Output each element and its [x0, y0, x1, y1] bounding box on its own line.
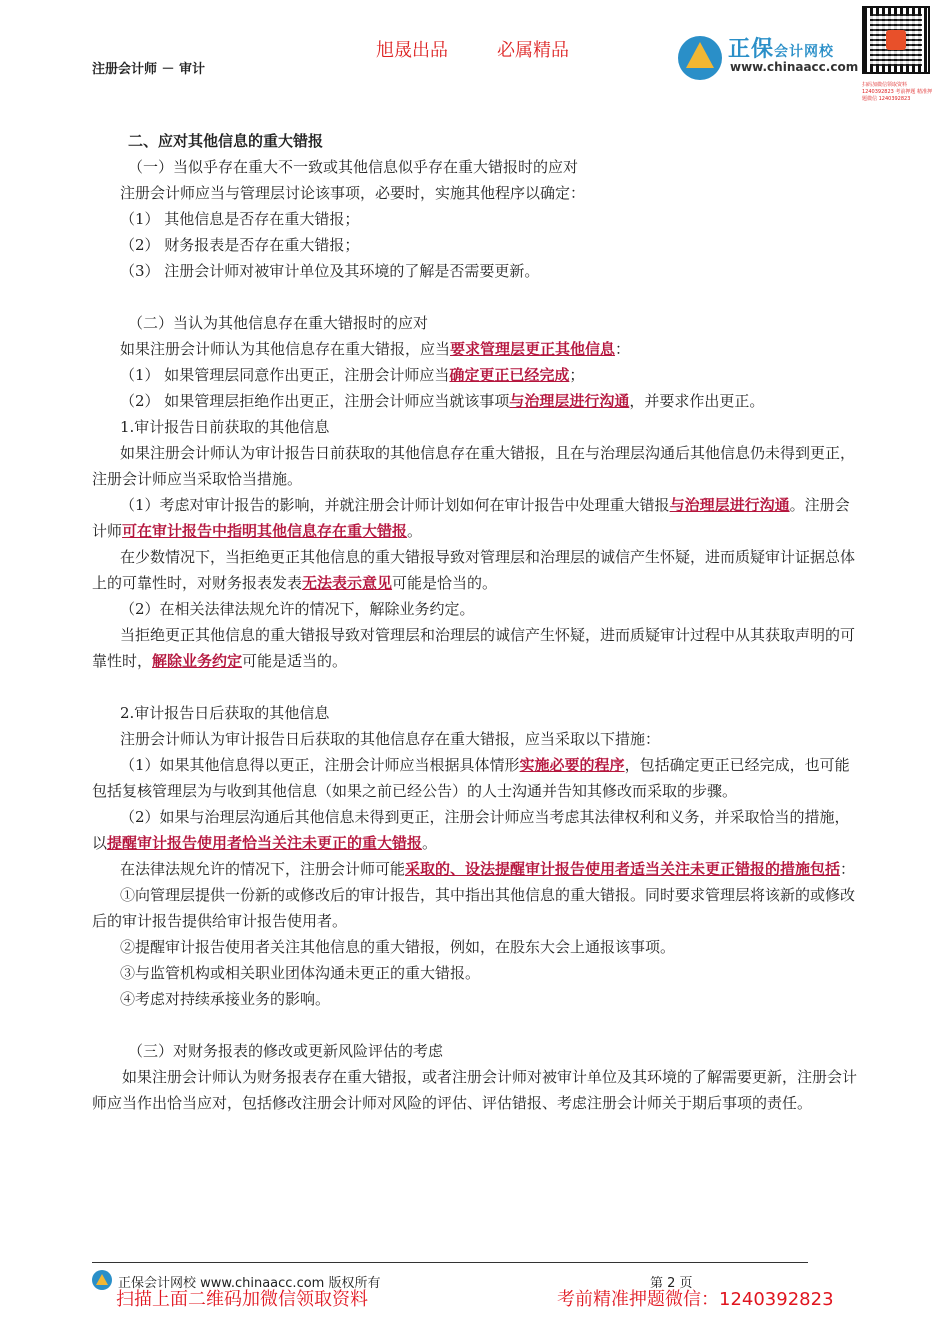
list-item: ④考虑对持续承接业务的影响。: [120, 990, 331, 1008]
slogan-1: 旭晟出品: [376, 40, 448, 61]
page-number: 第 2 页: [650, 1276, 693, 1291]
slogan-2: 必属精品: [497, 40, 569, 61]
subsection-1-title: （一）当似乎存在重大不一致或其他信息似乎存在重大错报时的应对: [128, 158, 579, 176]
paragraph: 注册会计师认为审计报告日后获取的其他信息存在重大错报，应当采取以下措施：: [120, 730, 661, 748]
footer-logo-icon: [92, 1270, 112, 1290]
point-2-title: 2.审计报告日后获取的其他信息: [120, 704, 330, 722]
paragraph: 在少数情况下，当拒绝更正其他信息的重大错报导致对管理层和治理层的诚信产生怀疑，进而质疑审计证据总体上的可靠性时，对财务报表发表无法表示意见可能是恰当的。: [92, 548, 856, 592]
paragraph: 如果注册会计师认为财务报表存在重大错报，或者注册会计师对被审计单位及其环境的了解需要更新，注册会计师应当作出恰当应对，包括修改注册会计师对风险的评估、评估错报、考虑注册会计师关于期后事项的责任。: [92, 1068, 858, 1112]
list-item: ①向管理层提供一份新的或修改后的审计报告，其中指出其他信息的重大错报。同时要求管理层将该新的或修改后的审计报告提供给审计报告使用者。: [92, 886, 856, 930]
highlight: 解除业务约定: [152, 652, 243, 670]
highlight: 无法表示意见: [302, 574, 393, 592]
subsection-3-title: （三）对财务报表的修改或更新风险评估的考虑: [128, 1042, 444, 1060]
subsection-2-title: （二）当认为其他信息存在重大错报时的应对: [128, 314, 429, 332]
logo-triangle-icon: [686, 42, 714, 68]
qr-code-icon: [862, 6, 930, 74]
paragraph: （2）在相关法律法规允许的情况下，解除业务约定。: [120, 600, 475, 618]
brand-logo: [678, 32, 860, 78]
qr-note: 扫码加微信领取资料 1240392823 考前押题 精准押题微信 1240392823: [862, 82, 932, 102]
footer-divider: [92, 1262, 808, 1263]
logo-name: 正保会计网校: [728, 37, 835, 62]
highlight: 采取的、设法提醒审计报告使用者适当关注未更正错报的措施包括: [405, 860, 841, 878]
paragraph: （2）如果与治理层沟通后其他信息未得到更正，注册会计师应当考虑其法律权利和义务，并采取恰当的措施，以提醒审计报告使用者恰当关注未更正的重大错报。: [92, 808, 850, 852]
highlight: 提醒审计报告使用者恰当关注未更正的重大错报: [107, 834, 423, 852]
section-title: 二、应对其他信息的重大错报: [128, 132, 324, 150]
logo-url: www.chinaacc.com: [730, 60, 859, 74]
paragraph: 在法律法规允许的情况下，注册会计师可能采取的、设法提醒审计报告使用者适当关注未更正错报的措施包括：: [120, 860, 856, 878]
list-item: （1） 其他信息是否存在重大错报；: [120, 210, 360, 228]
list-item: ③与监管机构或相关职业团体沟通未更正的重大错报。: [120, 964, 481, 982]
paragraph: 当拒绝更正其他信息的重大错报导致对管理层和治理层的诚信产生怀疑，进而质疑审计过程中从其获取声明的可靠性时，解除业务约定可能是适当的。: [92, 626, 856, 670]
promo-left: 扫描上面二维码加微信领取资料: [116, 1289, 368, 1310]
list-item: （2） 财务报表是否存在重大错报；: [120, 236, 360, 254]
list-item: （3） 注册会计师对被审计单位及其环境的了解是否需要更新。: [120, 262, 540, 280]
list-item: （1） 如果管理层同意作出更正，注册会计师应当确定更正已经完成；: [120, 366, 585, 384]
highlight: 与治理层进行沟通: [669, 496, 790, 514]
highlight: 确定更正已经完成: [449, 366, 570, 384]
highlight: 要求管理层更正其他信息: [450, 340, 616, 358]
paragraph: 注册会计师应当与管理层讨论该事项，必要时，实施其他程序以确定：: [120, 184, 586, 202]
header-subject: 注册会计师 － 审计: [92, 62, 206, 77]
footer-copyright: 正保会计网校 www.chinaacc.com 版权所有: [118, 1276, 381, 1291]
promo-right: 考前精准押题微信：1240392823: [557, 1289, 834, 1310]
highlight: 实施必要的程序: [519, 756, 625, 774]
point-1-title: 1.审计报告日前获取的其他信息: [120, 418, 330, 436]
paragraph: 如果注册会计师认为审计报告日前获取的其他信息存在重大错报，且在与治理层沟通后其他信息仍未得到更正，注册会计师应当采取恰当措施。: [92, 444, 856, 488]
highlight: 与治理层进行沟通: [509, 392, 630, 410]
list-item: ②提醒审计报告使用者关注其他信息的重大错报，例如，在股东大会上通报该事项。: [120, 938, 676, 956]
highlight: 可在审计报告中指明其他信息存在重大错报: [122, 522, 408, 540]
paragraph: 如果注册会计师认为其他信息存在重大错报，应当要求管理层更正其他信息：: [120, 340, 631, 358]
list-item: （2） 如果管理层拒绝作出更正，注册会计师应当就该事项与治理层进行沟通，并要求作出更正。: [120, 392, 765, 410]
paragraph: （1）考虑对审计报告的影响，并就注册会计师计划如何在审计报告中处理重大错报与治理层进行沟通。注册会计师可在审计报告中指明其他信息存在重大错报。: [92, 496, 850, 540]
paragraph: （1）如果其他信息得以更正，注册会计师应当根据具体情形实施必要的程序，包括确定更正已经完成，也可能包括复核管理层为与收到其他信息（如果之前已经公告）的人士沟通并告知其修改而采取的步骤。: [92, 756, 850, 800]
document-body: [92, 128, 862, 1116]
qr-badge-icon: [886, 30, 906, 50]
